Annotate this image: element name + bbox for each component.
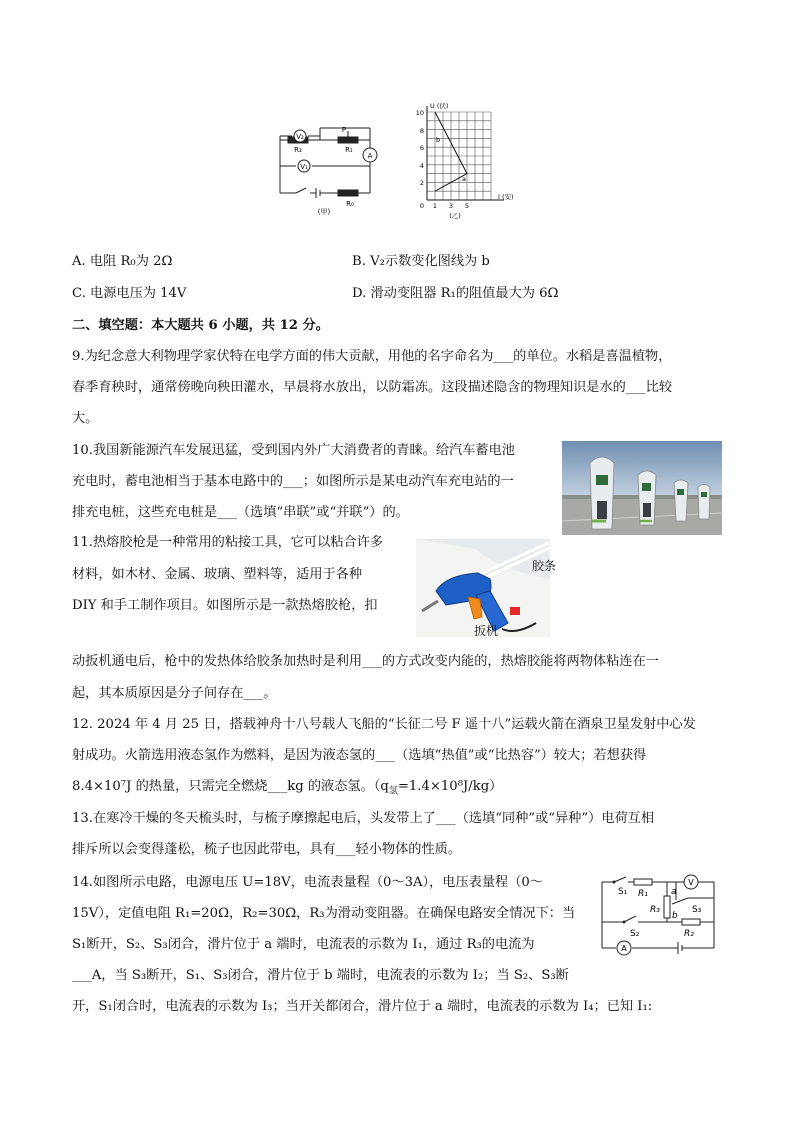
q11-line2: 材料，如木材、金属、玻璃、塑料等，适用于各种 [72, 567, 363, 582]
q9-line1: 9.为纪念意大利物理学家伏特在电学方面的伟大贡献，用他的名字命名为___的单位。水稻是喜温植物， [72, 349, 672, 364]
q12-line3-value: =1.4×10⁸J/kg） [397, 779, 503, 794]
q11-line1: 11.热熔胶枪是一种常用的粘接工具，它可以粘合许多 [72, 535, 384, 550]
y-tick: 10 [415, 109, 424, 117]
label-v1: V₁ [300, 163, 308, 171]
q10-line1: 10.我国新能源汽车发展迅猛，受到国内外广大消费者的青睐。给汽车蓄电池 [72, 443, 515, 458]
q9-line2: 春季育秧时，通常傍晚向秧田灌水，早晨将水放出，以防霜冻。这段描述隐含的物理知识是水的___比较 [72, 380, 673, 395]
q12-line1: 12. 2024 年 4 月 25 日，搭载神舟十八号载人飞船的“长征二号 F 遥十八”运载火箭在酒泉卫星发射中心发 [72, 717, 696, 732]
line-label-b: b [436, 136, 441, 144]
label-v2: V₂ [296, 133, 304, 141]
q13-line2: 排斥所以会变得蓬松，梳子也因此带电，具有___轻小物体的性质。 [72, 842, 462, 857]
label-r1: R₁ [638, 889, 648, 899]
q14-line2: 15V），定值电阻 R₁=20Ω，R₂=30Ω，R₃为滑动变阻器。在确保电路安全情况下：当 [72, 906, 576, 921]
label-r0: R₀ [346, 200, 354, 208]
q14-line1: 14.如图所示电路，电源电压 U=18V，电流表量程（0～3A），电压表量程（0～ [72, 875, 543, 890]
y-tick: 0 [419, 202, 424, 210]
q11-line5: 起，其本质原因是分子间存在___。 [72, 686, 277, 701]
label-r1: R₁ [345, 146, 353, 154]
option-c: C. 电源电压为 14V [72, 286, 187, 301]
label-p: P [341, 126, 347, 134]
label-voltmeter: V [688, 878, 694, 887]
label-r2: R₂ [294, 146, 302, 154]
circuit-diagram-jia [272, 118, 382, 218]
label-glue-stick: 胶条 [532, 559, 557, 573]
graph-yi [412, 100, 522, 222]
q12-line3 [72, 777, 732, 802]
q12-line3-text: 8.4×10⁷J 的热量，只需完全燃烧___kg 的液态氢。（q [72, 779, 389, 794]
y-tick: 8 [419, 127, 424, 135]
label-r3: R₃ [650, 905, 660, 915]
label-ammeter: A [621, 944, 627, 953]
x-axis-label: I (安) [498, 193, 514, 201]
y-tick: 2 [419, 179, 424, 187]
option-d: D. 滑动变阻器 R₁的阻值最大为 6Ω [352, 286, 559, 301]
label-s2: S₂ [630, 929, 640, 939]
line-label-a: a [462, 175, 466, 183]
q10-line2: 充电时，蓄电池相当于基本电路中的___；如图所示是某电动汽车充电站的一 [72, 474, 514, 489]
label-b-end: b [672, 911, 678, 921]
option-b: B. V₂示数变化图线为 b [352, 254, 490, 269]
x-tick: 5 [464, 202, 470, 210]
section-heading: 二、填空题：本大题共 6 小题，共 12 分。 [72, 318, 329, 333]
q9-line3: 大。 [72, 411, 99, 426]
y-tick: 6 [419, 144, 424, 152]
q12-line2: 射成功。火箭选用液态氢作为燃料，是因为液态氢的___（选填“热值”或“比热容”）较大；若想获得 [72, 748, 647, 763]
label-r2: R₂ [684, 929, 694, 939]
charging-station-photo [562, 441, 722, 535]
q10-line3: 排充电桩，这些充电桩是___（选填“串联”或“并联”）的。 [72, 505, 409, 520]
y-tick: 4 [419, 162, 424, 170]
q13-line1: 13.在寒冷干燥的冬天梳头时，与梳子摩擦起电后，头发带上了___（选填“同种”或“异种”）电荷互相 [72, 811, 655, 826]
q14-line4: ___A，当 S₃断开，S₁、S₃闭合，滑片位于 b 端时，电流表的示数为 I₂；当 S₂、S₃断 [72, 968, 569, 983]
x-tick: 3 [448, 202, 454, 210]
caption-yi: (乙) [449, 212, 461, 220]
label-s1: S₁ [618, 887, 628, 897]
label-a-end: a [671, 887, 677, 897]
circuit-diagram-q14 [598, 872, 722, 960]
label-s3: S₃ [692, 905, 702, 915]
y-axis-label: U (伏) [430, 102, 449, 110]
q11-line4: 动扳机通电后，枪中的发热体给胶条加热时是利用___的方式改变内能的，热熔胶能将两物体粘连在一 [72, 654, 659, 669]
label-trigger: 扳机 [474, 624, 499, 638]
option-a: A. 电阻 R₀为 2Ω [72, 254, 173, 269]
x-tick: 1 [432, 202, 438, 210]
label-a: A [367, 152, 373, 160]
q14-line5: 开，S₁闭合时，电流表的示数为 I₃；当开关都闭合，滑片位于 a 端时，电流表的示数为 I₄；已知 I₁: [72, 999, 653, 1014]
q11-line3: DIY 和手工制作项目。如图所示是一款热熔胶枪，扣 [72, 598, 378, 613]
q14-line3: S₁断开，S₂、S₃闭合，滑片位于 a 端时，电流表的示数为 I₁，通过 R₃的电流为 [72, 937, 535, 952]
q12-line3-sub: 氢 [388, 786, 398, 797]
caption-jia: (甲) [317, 208, 331, 216]
